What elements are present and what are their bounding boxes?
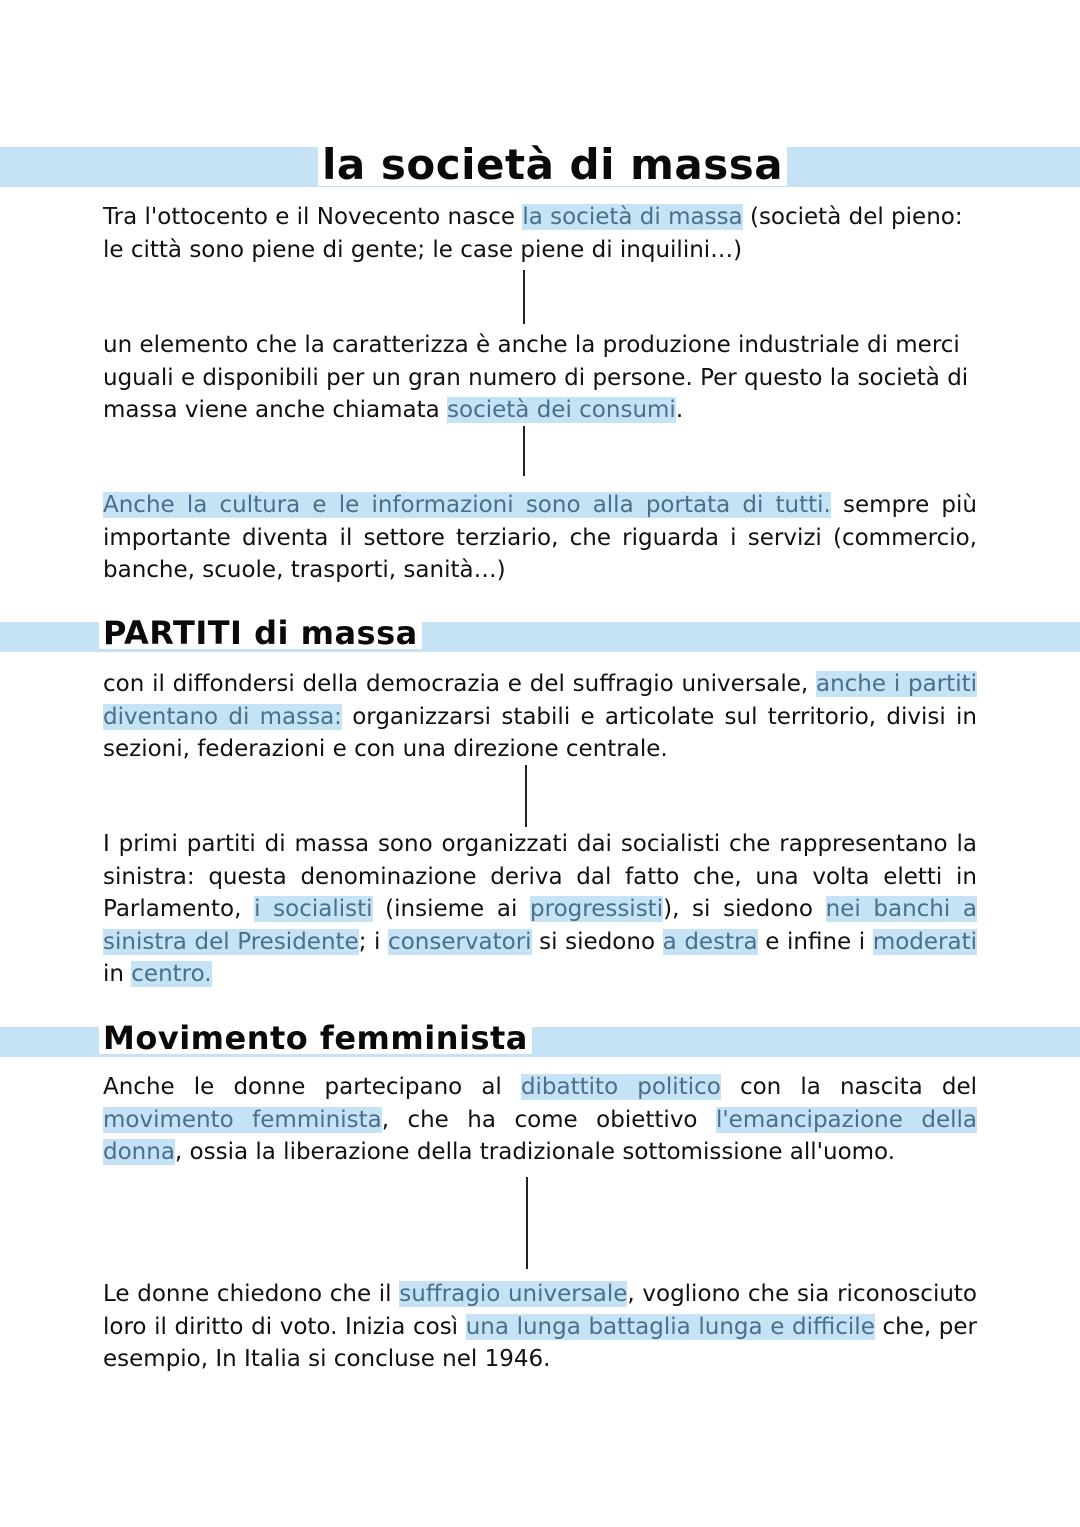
text: si siedono	[531, 928, 663, 955]
paragraph-terziario	[103, 489, 977, 587]
text: , ossia la liberazione della tradizionale sottomissione all'uomo.	[174, 1139, 896, 1165]
paragraph-suffragio	[103, 1278, 977, 1376]
highlight-movimento-femminista: movimento femminista	[103, 1106, 382, 1133]
text: un elemento che la caratterizza è anche la produzione industriale di merci uguali e disponibili per un gran numero di persone. Per questo la società di massa viene anche chiamata	[103, 332, 969, 423]
text: Tra l'ottocento e il Novecento nasce	[103, 204, 523, 230]
highlight-societa-di-massa: la società di massa	[522, 204, 743, 230]
text: Anche le donne partecipano al	[103, 1074, 521, 1100]
paragraph-femminista	[103, 1071, 977, 1169]
highlight-moderati: moderati	[872, 928, 977, 955]
text: ; i	[358, 928, 389, 955]
text: ), si siedono	[663, 896, 826, 922]
paragraph-intro	[103, 201, 977, 266]
text: che, per esempio, In Italia si concluse nel 1946.	[103, 1313, 977, 1372]
connector-line	[523, 426, 525, 476]
section-heading-femminista: Movimento femminista	[99, 1022, 532, 1054]
text: , vogliono che sia riconosciuto loro il diritto di voto. Inizia così	[103, 1281, 978, 1340]
paragraph-sinistra	[103, 828, 977, 991]
highlight-suffragio-universale: suffragio universale	[399, 1281, 628, 1307]
text: organizzarsi stabili e articolate sul territorio, divisi in sezioni, federazioni e con una direzione centrale.	[103, 703, 977, 762]
highlight-progressisti: progressisti	[530, 896, 664, 922]
connector-line	[525, 765, 527, 827]
highlight-societa-dei-consumi: società dei consumi	[447, 397, 676, 423]
highlight-partiti-di-massa: anche i partiti diventano di massa:	[103, 671, 977, 730]
section-heading-partiti: PARTITI di massa	[99, 617, 422, 649]
text: .	[675, 397, 684, 423]
text: con la nascita del	[720, 1074, 977, 1100]
highlight-lunga-battaglia: una lunga battaglia lunga e difficile	[465, 1313, 875, 1340]
text: (società del pieno: le città sono piene di gente; le case piene di inquilini…)	[103, 204, 963, 263]
page-title: la società di massa	[318, 144, 787, 186]
text: Le donne chiedono che il	[103, 1281, 400, 1307]
highlight-socialisti: i socialisti	[254, 896, 373, 922]
highlight-emancipazione: l'emancipazione della donna	[103, 1106, 977, 1165]
paragraph-consumi	[103, 329, 977, 427]
text: con il diffondersi della democrazia e del suffragio universale,	[103, 671, 816, 697]
highlight-centro: centro.	[131, 961, 212, 987]
paragraph-partiti	[103, 668, 977, 766]
text: , che ha come obiettivo	[381, 1106, 716, 1133]
text: (insieme ai	[372, 896, 531, 922]
text: e infine i	[757, 928, 873, 955]
highlight-a-destra: a destra	[662, 928, 758, 955]
highlight-banchi-sinistra: nei banchi a sinistra del Presidente	[103, 896, 978, 955]
connector-line	[523, 270, 525, 324]
text: sempre più importante diventa il settore terziario, che riguarda i servizi (commercio, banche, scuole, trasporti, sanità…)	[103, 492, 978, 583]
connector-line	[526, 1177, 528, 1269]
highlight-dibattito-politico: dibattito politico	[520, 1074, 721, 1100]
text: in	[103, 961, 132, 987]
text: I primi partiti di massa sono organizzati dai socialisti che rappresentano la sinistra: questa denominazione deriva dal fatto che, una volta eletti in Parlamento,	[103, 831, 977, 922]
highlight-cultura: Anche la cultura e le informazioni sono alla portata di tutti.	[103, 492, 831, 518]
highlight-conservatori: conservatori	[388, 928, 532, 955]
